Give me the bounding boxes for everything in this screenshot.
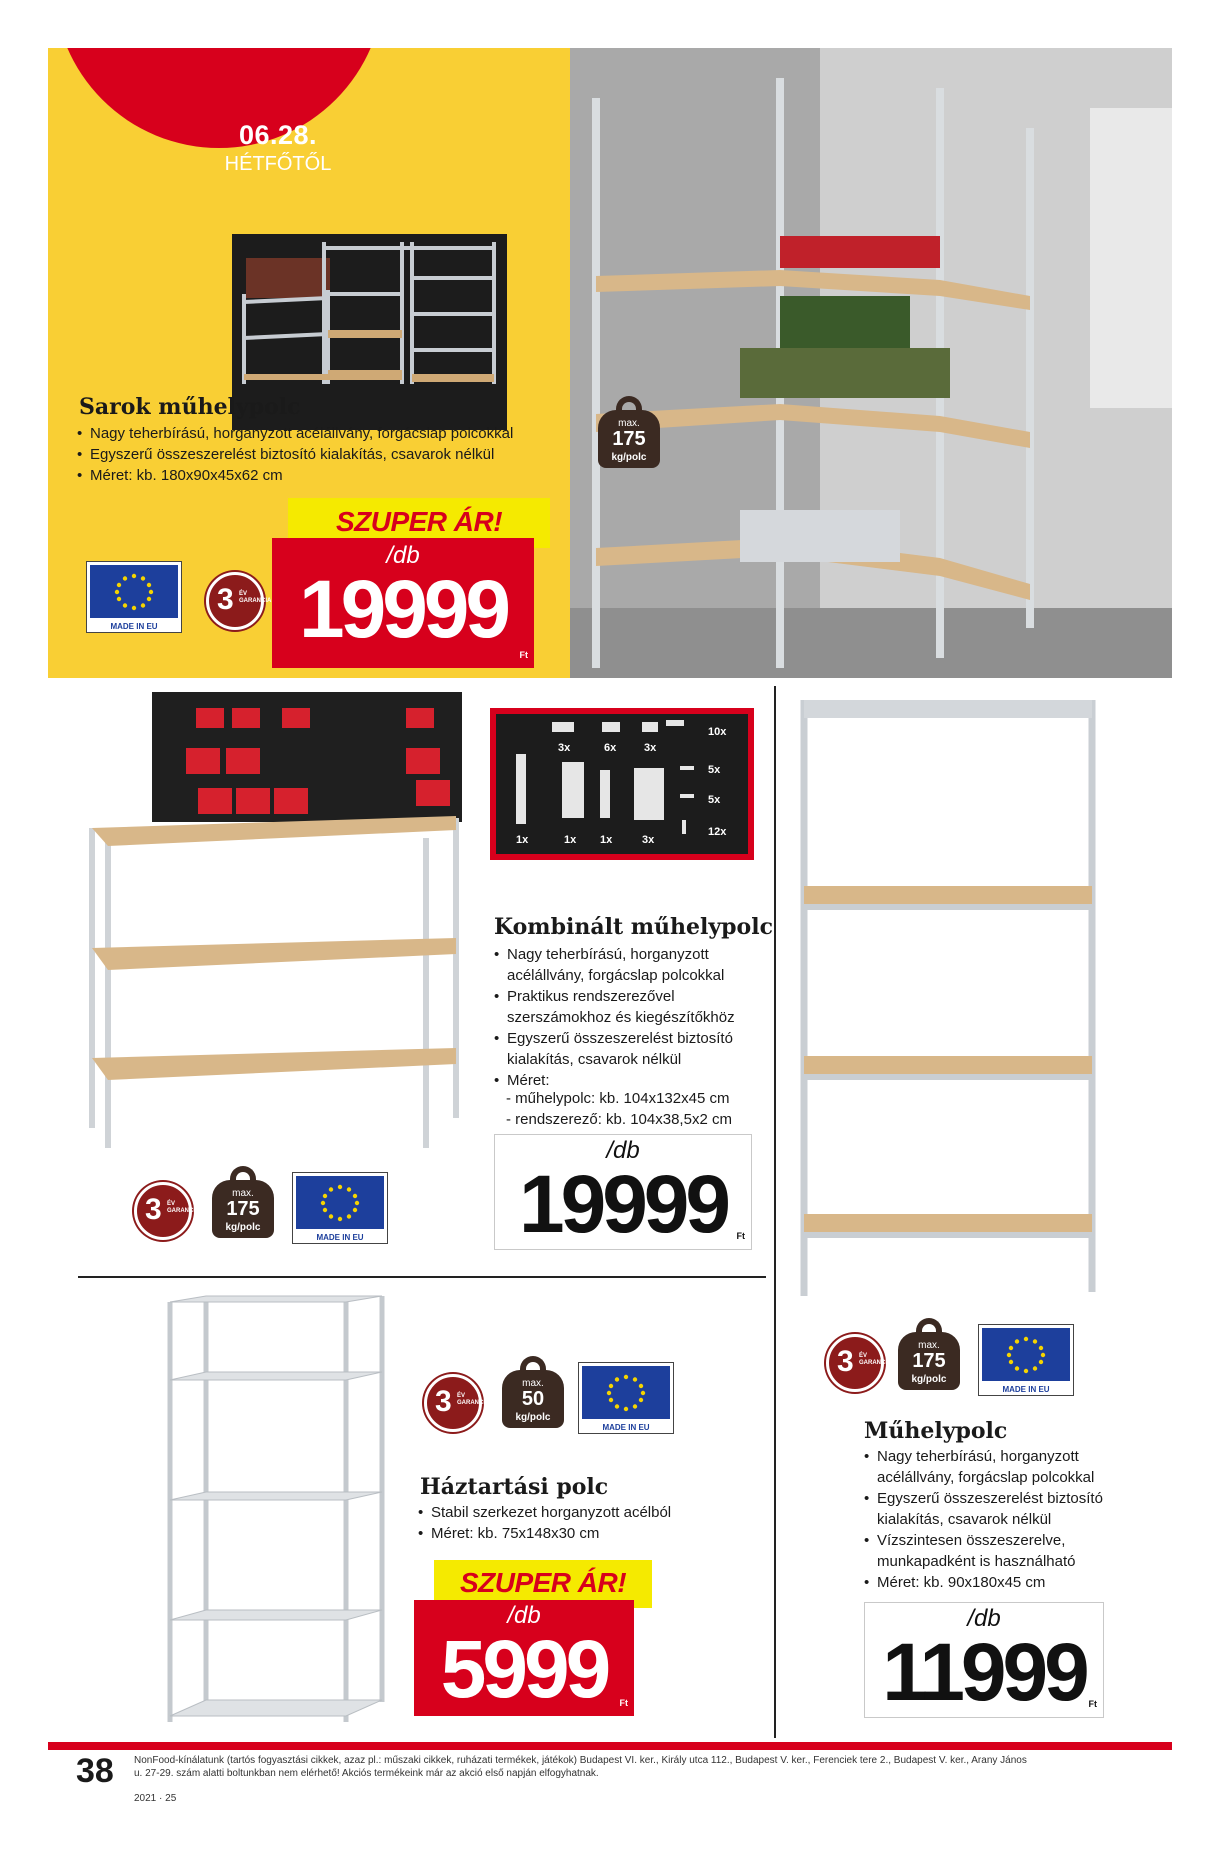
warranty-badge (826, 1334, 892, 1392)
product4-bullet: • Stabil szerkezet horganyzott acélból (418, 1502, 738, 1523)
date: 06.28. (238, 120, 318, 150)
eu-flag-icon (982, 1328, 1070, 1381)
price-box (864, 1602, 1104, 1718)
product4-bullet: • Méret: kb. 75x148x30 cm (418, 1523, 738, 1544)
made-in-eu-badge (978, 1324, 1074, 1396)
currency: Ft (619, 1698, 628, 1708)
product2-bullets (494, 944, 754, 1091)
price: 19999 (518, 1159, 728, 1250)
product2-sizes (506, 1088, 756, 1130)
product2-size: - rendszerező: kb. 104x38,5x2 cm (506, 1111, 732, 1128)
price-box (494, 1134, 752, 1250)
divider-vertical (774, 686, 776, 1738)
currency: Ft (1088, 1699, 1097, 1709)
accessory-count: 5x (708, 794, 721, 806)
accessories-box (490, 708, 754, 860)
product1-title: Sarok műhelypolc (79, 394, 301, 420)
footer-bar (48, 1742, 1172, 1750)
product2-bullet: • Méret: (494, 1070, 754, 1091)
page-number: 38 (76, 1752, 114, 1790)
product2-bullet: • Praktikus rendszerezővel szerszámokhoz és kiegészítőkhöz (494, 986, 754, 1028)
product3-bullet: • Egyszerű összeszerelést biztosító kialakítás, csavarok nélkül (864, 1488, 1134, 1530)
product1-bullet: • Méret: kb. 180x90x45x62 cm (77, 465, 557, 486)
eu-label: MADE IN EU (602, 1423, 650, 1432)
product3-bullet: • Nagy teherbírású, horganyzott acélállvány, forgácslap polcokkal (864, 1446, 1134, 1488)
warranty-text: ÉV GARANCIA (239, 591, 272, 604)
price: 5999 (440, 1624, 608, 1715)
super-price-label: SZUPER ÁR! (288, 498, 550, 548)
product3-bullet: • Méret: kb. 90x180x45 cm (864, 1572, 1134, 1593)
currency: Ft (736, 1231, 745, 1241)
weight-unit: kg/polc (515, 1412, 551, 1423)
weight-value: 175 (912, 1350, 946, 1372)
footer-note: NonFood-kínálatunk (tartós fogyasztási cikkek, azaz pl.: műszaki cikkek, ruházati termékek, játékok) Budapest VI. ker., Király utca 112., Budapest V. ker., Ferenciek tere 2., Budapest V. ker., Arany János u. 27-29. szám alatti boltunkban nem elérhető! Akciós termékeink már az akció első napján elfogyhatnak. (134, 1755, 1027, 1779)
weight-capacity-badge (898, 1318, 960, 1390)
weight-unit: kg/polc (911, 1374, 947, 1385)
warranty-badge (134, 1182, 200, 1240)
weekday: HÉTFŐTŐL (224, 153, 332, 175)
product2-bullet: • Nagy teherbírású, horganyzott acélállvány, forgácslap polcokkal (494, 944, 754, 986)
product3-title: Műhelypolc (864, 1418, 1008, 1444)
weight-unit: kg/polc (611, 452, 647, 463)
eu-flag-icon (296, 1176, 384, 1229)
product1-bullet: • Egyszerű összeszerelést biztosító kialakítás, csavarok nélkül (77, 444, 557, 465)
price-unit: /db (507, 1602, 541, 1629)
eu-label: MADE IN EU (1002, 1385, 1050, 1394)
product1-bullets (77, 423, 557, 486)
accessory-count: 12x (708, 826, 727, 838)
warranty-text: ÉV GARANCIA (457, 1393, 490, 1406)
product3-bullet: • Vízszintesen összeszerelve, munkapadként is használható (864, 1530, 1134, 1572)
product2-bullet: • Egyszerű összeszerelést biztosító kialakítás, csavarok nélkül (494, 1028, 754, 1070)
price: 11999 (882, 1627, 1086, 1718)
warranty-number: 3 (145, 1193, 162, 1226)
weight-max: max. (232, 1188, 254, 1199)
corner-shelf-room-photo (570, 48, 1172, 678)
product2-title: Kombinált műhelypolc (494, 914, 773, 940)
made-in-eu-badge (86, 561, 182, 633)
product3-bullets (864, 1446, 1134, 1593)
eu-flag-icon (582, 1366, 670, 1419)
weight-capacity-badge (212, 1166, 274, 1238)
eu-label: MADE IN EU (316, 1233, 364, 1242)
date-text (188, 120, 368, 176)
made-in-eu-badge (292, 1172, 388, 1244)
weight-unit: kg/polc (225, 1222, 261, 1233)
weight-capacity-badge (598, 396, 660, 468)
warranty-badge (424, 1374, 490, 1432)
weight-value: 175 (226, 1198, 260, 1220)
combined-shelf-photo (86, 688, 476, 1168)
weight-max: max. (522, 1378, 544, 1389)
weight-value: 175 (612, 428, 646, 450)
divider-horizontal (78, 1276, 766, 1278)
product1-bullet: • Nagy teherbírású, horganyzott acélállvány, forgácslap polcokkal (77, 423, 557, 444)
warranty-number: 3 (217, 583, 234, 616)
accessory-count: 1x (516, 834, 529, 846)
warranty-badge (206, 572, 272, 630)
warranty-number: 3 (837, 1345, 854, 1378)
household-shelf-photo (160, 1292, 396, 1732)
workshop-shelf-photo (796, 696, 1112, 1300)
price-unit: /db (386, 542, 420, 569)
weight-capacity-badge (502, 1356, 564, 1428)
accessory-count: 3x (644, 742, 657, 754)
super-price-label: SZUPER ÁR! (434, 1560, 652, 1608)
eu-label: MADE IN EU (110, 622, 158, 631)
eu-flag-icon (90, 565, 178, 618)
currency: Ft (519, 650, 528, 660)
price-unit: /db (967, 1605, 1001, 1632)
issue-number: 2021 · 25 (134, 1793, 177, 1804)
weight-value: 50 (521, 1388, 545, 1410)
promo-panel-top (48, 48, 570, 678)
weight-max: max. (918, 1340, 940, 1351)
weight-max: max. (618, 418, 640, 429)
warranty-text: ÉV GARANCIA (859, 1353, 892, 1366)
warranty-text: ÉV GARANCIA (167, 1201, 200, 1214)
warranty-number: 3 (435, 1385, 452, 1418)
product4-title: Háztartási polc (420, 1474, 609, 1500)
accessory-count: 5x (708, 764, 721, 776)
price-unit: /db (606, 1137, 640, 1164)
price-box (272, 538, 534, 668)
accessory-count: 10x (708, 726, 727, 738)
accessory-count: 3x (558, 742, 571, 754)
price-box (414, 1600, 634, 1716)
accessory-count: 3x (642, 834, 655, 846)
price: 19999 (298, 564, 508, 655)
product4-bullets (418, 1502, 738, 1544)
accessory-count: 1x (600, 834, 613, 846)
made-in-eu-badge (578, 1362, 674, 1434)
accessory-count: 6x (604, 742, 617, 754)
accessory-count: 1x (564, 834, 577, 846)
product2-size: - műhelypolc: kb. 104x132x45 cm (506, 1090, 730, 1107)
